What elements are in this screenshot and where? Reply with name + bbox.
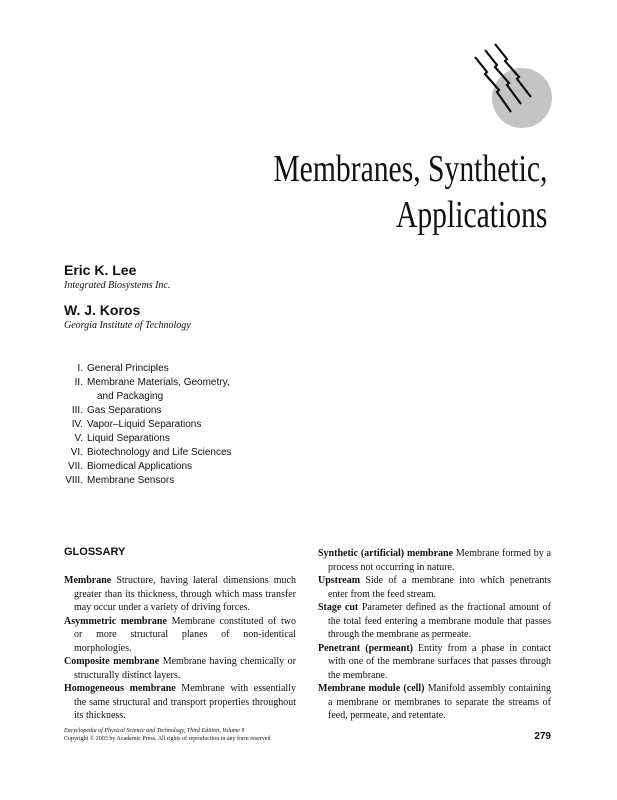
toc-number: III.: [71, 405, 83, 416]
glossary-term: Membrane: [64, 575, 112, 586]
glossary-term: Penetrant (permeant): [318, 642, 414, 654]
toc-label: Vapor–Liquid Separations: [87, 419, 202, 430]
glossary-term: Stage cut: [318, 602, 359, 613]
glossary-entry: [64, 574, 296, 615]
glossary-entry: [318, 682, 551, 723]
toc-item: [64, 404, 232, 418]
toc-label: Membrane Materials, Geometry, and Packaging: [87, 377, 230, 402]
toc-label: General Principles: [87, 363, 169, 374]
toc-item: [64, 418, 232, 432]
author-affiliation: Integrated Biosystems Inc.: [64, 280, 171, 291]
author-affiliation: Georgia Institute of Technology: [64, 320, 191, 331]
title-line-2: Applications: [395, 194, 547, 236]
glossary-left-column: [64, 574, 296, 723]
glossary-definition: Structure, having lateral dimensions much greater than its thickness, through which mass transfer may occur under a variety of driving forces.: [74, 575, 296, 613]
glossary-term: Asymmetric membrane: [64, 615, 167, 627]
footer-citation: [64, 727, 271, 743]
toc-label: Biomedical Applications: [87, 461, 193, 472]
title-line-1: Membranes, Synthetic,: [272, 148, 547, 190]
glossary-entry: [318, 601, 551, 642]
glossary-term: Upstream: [318, 575, 361, 586]
page-number: 279: [534, 731, 551, 742]
toc-number: VIII.: [65, 475, 83, 486]
glossary-term: Membrane module (cell): [318, 683, 425, 694]
glossary-entry: [318, 574, 551, 601]
glossary-definition: Membrane having chemically or structurally distinct layers.: [74, 656, 297, 681]
toc-number: IV.: [71, 419, 83, 430]
footer-copyright: Copyright © 2003 by Academic Press. All rights of reproduction in any form reserved: [64, 736, 271, 742]
toc-item: [64, 376, 232, 404]
glossary-term: Homogeneous membrane: [64, 683, 176, 694]
toc-item: [64, 446, 232, 460]
toc-number: II.: [74, 377, 83, 388]
glossary-entry: [64, 682, 296, 723]
lightning-circle-logo-icon: [465, 42, 555, 132]
toc-label: Membrane Sensors: [87, 475, 175, 486]
glossary-definition: Side of a membrane into which penetrants enter from the feed stream.: [328, 575, 551, 600]
toc-label: Biotechnology and Life Sciences: [87, 447, 232, 458]
glossary-term: Synthetic (artificial) membrane: [318, 548, 454, 559]
glossary-definition: Entity from a phase in contact with one of the membrane surfaces that passes through the membrane.: [328, 642, 551, 681]
glossary-right-column: [318, 547, 551, 723]
toc-item: [64, 432, 232, 446]
glossary-definition: Manifold assembly containing a membrane or membranes to separate the streams of feed, permeate, and retentate.: [328, 683, 551, 721]
glossary-definition: Parameter defined as the fractional amount of the total feed entering a membrane module that passes through the membrane as permeate.: [328, 602, 551, 640]
footer-source: Encyclopedia of Physical Science and Technology, Third Edition, Volume 9: [64, 728, 245, 734]
toc-label: Liquid Separations: [87, 433, 170, 444]
author-name: Eric K. Lee: [64, 262, 137, 278]
toc-item: [64, 460, 232, 474]
glossary-entry: [64, 655, 296, 682]
toc-number: VII.: [67, 461, 83, 472]
author-name: W. J. Koros: [64, 302, 141, 318]
glossary-definition: Membrane with essentially the same structural and transport properties throughout its thickness.: [74, 683, 296, 721]
glossary-entry: [64, 615, 296, 656]
toc-number: V.: [74, 433, 83, 444]
toc-number: VI.: [70, 447, 83, 458]
toc-item: [64, 362, 232, 376]
glossary-entry: [318, 642, 551, 683]
glossary-heading: GLOSSARY: [64, 546, 126, 558]
glossary-definition: Membrane constituted of two or more structural planes of non-identical morphologies.: [74, 615, 297, 654]
glossary-term: Composite membrane: [64, 656, 160, 667]
table-of-contents: [64, 362, 232, 488]
toc-item: [64, 474, 232, 488]
toc-label: Gas Separations: [87, 405, 162, 416]
glossary-entry: [318, 547, 551, 574]
toc-number: I.: [77, 363, 83, 374]
glossary-definition: Membrane formed by a process not occurring in nature.: [328, 548, 551, 573]
article-title: [273, 146, 547, 238]
